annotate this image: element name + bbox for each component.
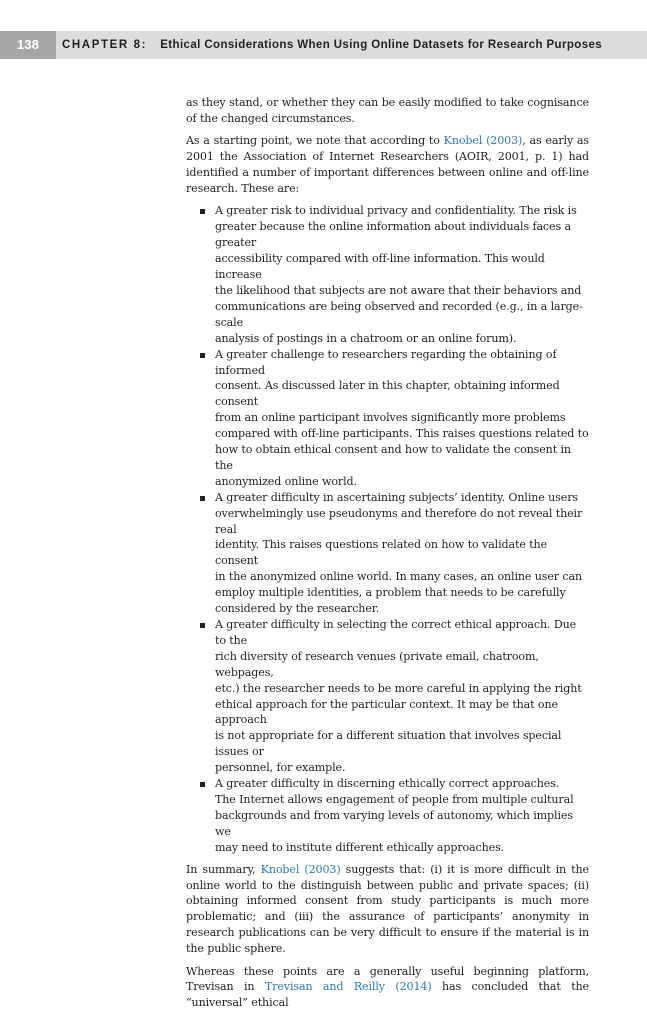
list-item: [186, 347, 589, 490]
list-line: identity. This raises questions related on how to validate the consent: [215, 538, 547, 568]
paragraph-summary: [186, 862, 589, 957]
list-line: personnel, for example.: [215, 761, 346, 775]
citation-link-trevisan-reilly[interactable]: Trevisan and Reilly (2014): [264, 980, 432, 994]
list-line: from an online participant involves significantly more problems: [215, 411, 566, 425]
list-line: consent. As discussed later in this chapter, obtaining informed consent: [215, 379, 560, 409]
list-line: is not appropriate for a different situation that involves special issues or: [215, 729, 562, 759]
list-line: etc.) the researcher needs to be more careful in applying the right: [215, 681, 582, 695]
body-text: [186, 95, 589, 1018]
running-header: [0, 31, 647, 59]
page-number: 138: [0, 31, 56, 59]
list-line: considered by the researcher.: [215, 602, 380, 616]
list-line: how to obtain ethical consent and how to validate the consent in the: [215, 443, 571, 472]
list-line: anonymized online world.: [215, 474, 357, 488]
list-line: compared with off-line participants. This raises questions related to: [215, 427, 589, 441]
list-line: ethical approach for the particular context. It may be that one approach: [215, 697, 558, 727]
list-line: A greater challenge to researchers regarding the obtaining of informed: [215, 347, 557, 377]
list-line: A greater risk to individual privacy and confidentiality. The risk is: [215, 204, 577, 218]
citation-link-knobel[interactable]: Knobel (2003): [443, 134, 523, 148]
list-line: may need to institute different ethically approaches.: [215, 840, 505, 854]
square-bullet-icon: [200, 782, 205, 787]
list-line: A greater difficulty in discerning ethically correct approaches.: [215, 777, 560, 791]
chapter-title: Ethical Considerations When Using Online Datasets for Research Purposes: [160, 39, 603, 51]
summary-text-after: suggests that: (i) it is more difficult in the online world to the distinguish between public and private spaces; (ii) obtaining informed consent from study participants is much more problematic; and (iii) the assurance of participants’ anonymity in research publications can be very difficult to ensure if the material is in the public sphere.: [186, 862, 589, 956]
list-line: in the anonymized online world. In many cases, an online user can: [215, 570, 583, 584]
square-bullet-icon: [200, 623, 205, 628]
list-line: rich diversity of research venues (private email, chatroom, webpages,: [215, 649, 539, 679]
list-line: A greater difficulty in ascertaining subjects’ identity. Online users: [215, 490, 578, 504]
whereas-text-before: Whereas these points are a generally useful beginning platform, Trevisan in: [186, 964, 589, 994]
list-line: A greater difficulty in selecting the correct ethical approach. Due to the: [215, 618, 577, 647]
list-line: the likelihood that subjects are not aware that their behaviors and: [215, 283, 582, 297]
summary-text-before: In summary,: [186, 862, 261, 876]
chapter-label: CHAPTER 8:: [62, 39, 148, 51]
intro-fragment: as they stand, or whether they can be easily modified to take cognisance of the changed circumstances.: [186, 96, 589, 125]
list-line: overwhelmingly use pseudonyms and therefore do not reveal their real: [215, 506, 583, 536]
list-line: accessibility compared with off-line information. This would increase: [215, 252, 545, 282]
list-item: [186, 617, 589, 776]
list-line: employ multiple identities, a problem that needs to be carefully: [215, 586, 566, 600]
list-line: analysis of postings in a chatroom or an online forum).: [215, 331, 517, 345]
list-item: [186, 776, 589, 856]
differences-list: [186, 203, 589, 855]
running-head-text: [62, 31, 602, 59]
list-item: [186, 490, 589, 617]
list-line: The Internet allows engagement of people from multiple cultural: [215, 792, 574, 806]
paragraph-starting-point: [186, 133, 589, 197]
whereas-text-after: has concluded that the “universal” ethical: [186, 980, 589, 1010]
square-bullet-icon: [200, 496, 205, 501]
list-line: communications are being observed and recorded (e.g., in a large-scale: [215, 299, 583, 329]
paragraph-whereas: [186, 964, 589, 1012]
citation-link-knobel[interactable]: Knobel (2003): [260, 862, 341, 876]
list-item: [186, 203, 589, 346]
list-line: greater because the online information about individuals faces a greater: [215, 220, 571, 250]
list-line: backgrounds and from varying levels of autonomy, which implies we: [215, 808, 573, 838]
square-bullet-icon: [200, 353, 205, 358]
square-bullet-icon: [200, 209, 205, 214]
para1-text-before: As a starting point, we note that according to: [186, 134, 444, 148]
para1-text-after: , as early as 2001 the Association of Internet Researchers (AOIR, 2001, p. 1) had identified a number of important differences between online and off-line research. These are:: [186, 134, 589, 196]
